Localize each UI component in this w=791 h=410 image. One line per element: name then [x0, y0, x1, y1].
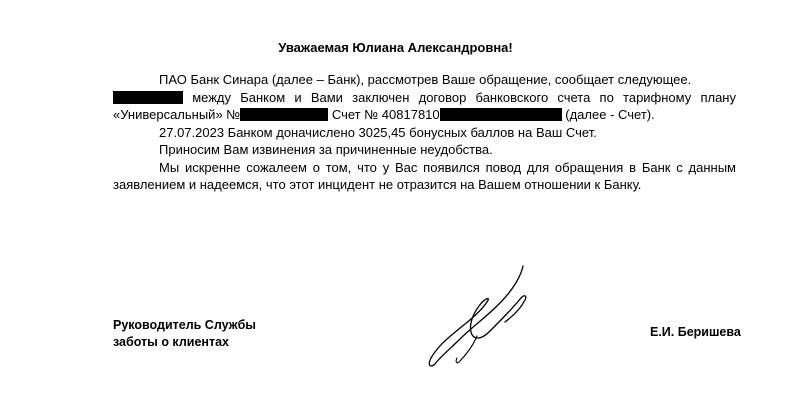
signer-name: Е.И. Беришева: [650, 325, 741, 339]
signatory-position: [113, 317, 256, 351]
paragraph-contract-line2: [113, 106, 736, 124]
position-line1: Руководитель Службы: [113, 318, 256, 332]
contract-text-part4: (далее - Счет).: [565, 107, 655, 122]
handwritten-signature: [425, 262, 540, 372]
position-line2: заботы о клиентах: [113, 335, 229, 349]
redacted-account-number: [440, 108, 562, 121]
paragraph-contract-line1: [113, 89, 736, 107]
paragraph-bonus: 27.07.2023 Банком доначислено 3025,45 бонусных баллов на Ваш Счет.: [159, 124, 597, 140]
letter-greeting: Уважаемая Юлиана Александровна!: [278, 40, 513, 55]
contract-text-part2: «Универсальный» №: [113, 107, 241, 122]
signature-stroke-main: [429, 266, 525, 366]
letter-body: [113, 71, 736, 194]
paragraph-intro: ПАО Банк Синара (далее – Банк), рассмотрев Ваше обращение, сообщает следующее.: [159, 72, 692, 87]
contract-text-part3: Счет № 40817810: [331, 107, 440, 122]
redacted-contract-number: [240, 108, 328, 121]
paragraph-regret: Мы искренне сожалеем о том, что у Вас появился повод для обращения в Банк с данным заявлением и надеемся, что этот инцидент не отразится на Вашем отношении к Банку.: [113, 159, 736, 192]
paragraph-apology: Приносим Вам извинения за причиненные неудобства.: [159, 142, 493, 157]
contract-text-part1: между Банком и Вами заключен договор банковского счета по тарифному плану: [192, 89, 736, 105]
redacted-date: [113, 91, 183, 104]
